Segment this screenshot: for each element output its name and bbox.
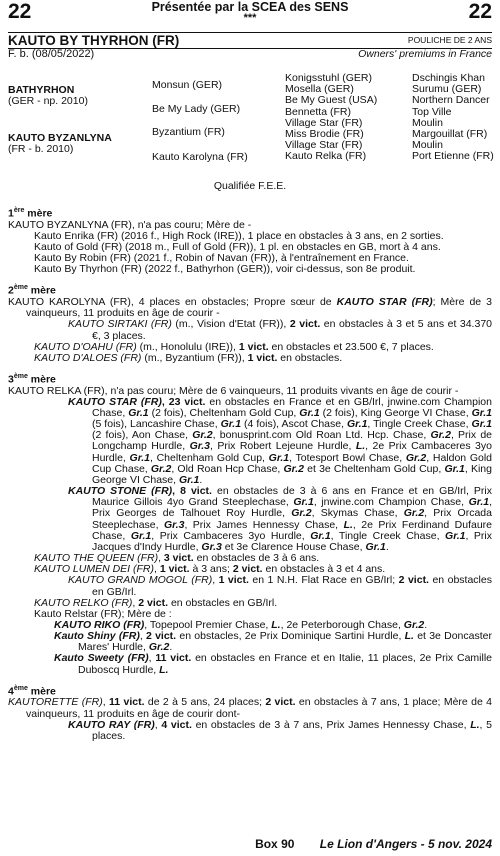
ped-gen3-6: Village Star (FR) xyxy=(285,139,363,152)
grandproduce-kauto-shiny: Kauto Shiny (FR), 2 vict. en obstacles, 2e Prix Dominique Sartini Hurdle, L. et 3e Doncaster Mares' Hurdle, Gr.2. xyxy=(54,630,492,654)
section-heading-fourth-dam: 4ème mère xyxy=(8,684,56,698)
stars: *** xyxy=(243,12,257,24)
produce-kauto-relko: KAUTO RELKO (FR), 2 vict. en obstacles en GB/Irl. xyxy=(34,596,278,609)
ped-gen2-0: Monsun (GER) xyxy=(152,79,223,91)
ped-gen4 xyxy=(412,73,494,163)
produce-kauto-star: KAUTO STAR (FR), 23 vict. en obstacles en France et en GB/Irl, jnwine.com Champion Chase, Gr.1 (2 fois), Cheltenham Gold Cup, Gr.1 (2 fois), King George VI Chase, Gr.1 (5 fois), Lancashire Chase, Gr.1 (4 fois), Ascot Chase, Gr.1, Tingle Creek Chase, Gr.1 (2 fois), Aon Chase, Gr.2, bonusprint.com Old Roan Ltd. Hcp. Chase, Gr.2, Prix de Longchamp Hurdle, Gr.3, Prix Robert Lejeune Hurdle, L., 2e Prix Cambaceres 3yo Hurdle, Gr.1, Cheltenham Gold Cup, Gr.1, Totesport Bowl Chase, Gr.2, Haldon Gold Cup Chase, Gr.2, Old Roan Hcp Chase, Gr.2 et 3e Cheltenham Gold Cup, Gr.1, King George VI Chase, Gr.1. xyxy=(68,395,493,486)
qualification: Qualifiée F.E.E. xyxy=(213,180,287,192)
dam-detail: (FR - b. 2010) xyxy=(8,143,74,156)
produce-kauto-ray: KAUTO RAY (FR), 4 vict. en obstacles de 3 à 7 ans, Prix James Hennessy Chase, L., 5 places. xyxy=(68,718,492,742)
ped-gen4-7: Port Etienne (FR) xyxy=(412,150,494,163)
produce-kauto-lumen-dei: KAUTO LUMEN DEI (FR), 1 vict. à 3 ans; 2 vict. en obstacles à 3 et 4 ans. xyxy=(34,563,386,576)
produce-kauto-stone: KAUTO STONE (FR), 8 vict. en obstacles de 3 à 6 ans en France et en GB/Irl, Prix Maurice Gillois 4yo Grand Steeplechase, Gr.1, jnwine.com Champion Chase, Gr.1, Prix Georges de Talhouet Roy Hurdle, Gr.2, Skymas Chase, Gr.2, Prix Orcada Steeplechase, Gr.3, Prix James Hennessy Chase, L., 2e Prix Ferdinand Dufaure Chase, Gr.1, Prix Cambaceres 3yo Hurdle, Gr.1, Tingle Creek Chase, Gr.1, Prix Jacques d'Indy Hurdle, Gr.3 et 3e Clarence House Chase, Gr.1. xyxy=(68,485,493,553)
grandproduce-kauto-sweety: Kauto Sweety (FR), 11 vict. en obstacles en France et en Italie, 11 places, 2e Prix Camille Duboscq Hurdle, L. xyxy=(54,652,493,676)
grandproduce-kauto-riko: KAUTO RIKO (FR), Topepool Premier Chase, L., 2e Peterborough Chase, Gr.2. xyxy=(54,618,428,631)
ped-gen3-0: Konigsstuhl (GER) xyxy=(285,72,372,84)
first-dam-produce: Kauto By Thyrhon (FR) (2022 f., Bathyrhon (GER)), voir ci-dessus, son 8e produit. xyxy=(34,263,416,276)
footer xyxy=(255,837,492,851)
ped-gen4-3: Top Ville xyxy=(412,105,452,118)
ped-gen4-6: Moulin xyxy=(412,139,443,152)
fourth-dam-intro: KAUTORETTE (FR), 11 vict. de 2 à 5 ans, 24 places; 2 vict. en obstacles à 7 ans, 1 place; Mère de 4 vainqueurs, 11 produits en âge de courir dont- xyxy=(8,696,492,720)
ped-gen2-1: Be My Lady (GER) xyxy=(152,103,241,115)
ped-gen3-5: Miss Brodie (FR) xyxy=(285,128,364,141)
ped-gen3-1: Mosella (GER) xyxy=(285,83,354,96)
family-details xyxy=(8,198,492,742)
horse-name-bar xyxy=(8,32,492,49)
second-dam-intro: KAUTO KAROLYNA (FR), 4 places en obstacles; Propre sœur de KAUTO STAR (FR); Mère de 3 vainqueurs, 11 produits en âge de courir - xyxy=(8,296,492,320)
third-dam-intro: KAUTO RELKA (FR), n'a pas couru; Mère de 6 vainqueurs, 11 produits vivants en âge de courir - xyxy=(8,384,459,397)
produce-kauto-grand-mogol: KAUTO GRAND MOGOL (FR), 1 vict. en 1 N.H. Flat Race en GB/Irl; 2 vict. en obstacles en GB/Irl. xyxy=(68,574,492,598)
ped-gen4-4: Moulin xyxy=(412,116,443,129)
section-heading-third-dam: 3ème mère xyxy=(8,373,56,386)
ped-gen3-2: Be My Guest (USA) xyxy=(285,94,378,107)
ped-gen4-0: Dschingis Khan xyxy=(412,72,485,84)
lot-number-left: 22 xyxy=(8,0,32,23)
sex-age-label: POULICHE DE 2 ANS xyxy=(407,35,492,45)
sale-venue-date: Le Lion d'Angers - 5 nov. 2024 xyxy=(319,837,492,851)
section-heading-second-dam: 2ème mère xyxy=(8,284,56,297)
birth-info: F. b. (08/05/2022) xyxy=(8,48,95,60)
first-dam-produce: Kauto By Robin (FR) (2021 f., Robin of Navan (FR)), à l'entraînement en France. xyxy=(34,252,409,265)
ped-gen2-3: Kauto Karolyna (FR) xyxy=(152,151,248,163)
ped-gen3 xyxy=(285,73,377,163)
box-number: Box 90 xyxy=(255,837,295,851)
sire-name: BATHYRHON xyxy=(8,84,75,96)
lot-number-right: 22 xyxy=(468,0,492,23)
produce-kauto-relstar: Kauto Relstar (FR); Mère de : xyxy=(34,607,172,620)
second-dam-produce: KAUTO D'ALOES (FR) (m., Byzantium (FR)), 1 vict. en obstacles. xyxy=(34,351,343,364)
first-dam-produce: Kauto Enrika (FR) (2016 f., High Rock (IRE)), 1 place en obstacles à 3 ans, en 2 sorties. xyxy=(34,229,444,242)
owners-premiums: Owners' premiums in France xyxy=(358,48,492,60)
first-dam-intro: KAUTO BYZANLYNA (FR), n'a pas couru; Mère de - xyxy=(8,218,252,231)
dam-name: KAUTO BYZANLYNA xyxy=(8,132,112,144)
second-dam-produce: KAUTO D'OAHU (FR) (m., Honolulu (IRE)), 1 vict. en obstacles et 23.500 €, 7 places. xyxy=(34,340,434,353)
ped-gen2-2: Byzantium (FR) xyxy=(152,126,225,138)
produce-kauto-the-queen: KAUTO THE QUEEN (FR), 3 vict. en obstacles de 3 à 6 ans. xyxy=(34,552,320,565)
first-dam-produce: Kauto of Gold (FR) (2018 m., Full of Gold (FR)), 1 pl. en obstacles en GB, mort à 4 ans. xyxy=(34,240,441,253)
sire-detail: (GER - np. 2010) xyxy=(8,95,88,108)
ped-gen3-7: Kauto Relka (FR) xyxy=(285,150,367,163)
presenter: Présentée par la SCEA des SENS xyxy=(151,0,349,14)
ped-gen4-1: Surumu (GER) xyxy=(412,83,482,96)
section-heading-first-dam: 1ère mère xyxy=(8,207,53,220)
ped-gen3-3: Bennetta (FR) xyxy=(285,105,351,118)
ped-gen4-2: Northern Dancer xyxy=(412,94,490,107)
pedigree-dam xyxy=(8,133,112,155)
second-dam-produce: KAUTO SIRTAKI (FR) (m., Vision d'Etat (FR)), 2 vict. en obstacles à 3 et 5 ans et 34.370 €, 3 places. xyxy=(68,318,492,342)
horse-name: KAUTO BY THYRHON (FR) xyxy=(8,33,180,48)
ped-gen4-5: Margouillat (FR) xyxy=(412,128,488,141)
ped-gen3-4: Village Star (FR) xyxy=(285,116,363,129)
pedigree-sire xyxy=(8,85,88,107)
